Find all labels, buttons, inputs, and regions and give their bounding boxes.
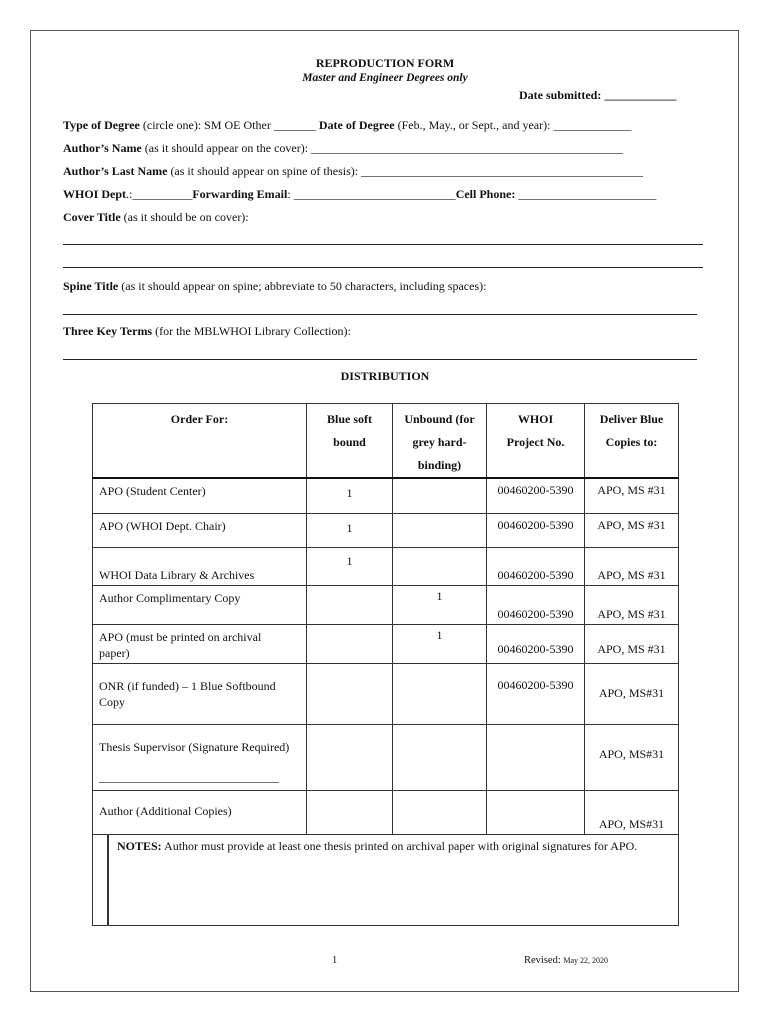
spine-title-rule[interactable] bbox=[63, 314, 697, 315]
row-order: Author Complimentary Copy bbox=[93, 585, 307, 624]
email-field[interactable]: : ___________________________ bbox=[287, 187, 456, 201]
row-project: 00460200-5390 bbox=[487, 585, 585, 624]
degree-note: (circle one): bbox=[139, 118, 202, 132]
spine-title-note: (as it should appear on spine; abbreviate to 50 characters, including spaces): bbox=[118, 279, 487, 293]
author-name-line bbox=[63, 141, 623, 156]
table-row bbox=[93, 547, 679, 585]
form-subtitle: Master and Engineer Degrees only bbox=[302, 72, 468, 84]
row-project: 00460200-5390 bbox=[487, 513, 585, 547]
revised-note bbox=[524, 955, 608, 966]
degree-label: Type of Degree bbox=[63, 118, 140, 132]
table-row bbox=[93, 478, 679, 513]
contact-line bbox=[63, 187, 656, 202]
spine-title-label: Spine Title bbox=[63, 279, 119, 293]
row-deliver: APO, MS #31 bbox=[585, 513, 679, 547]
revised-date: May 22, 2020 bbox=[563, 956, 609, 965]
cover-title-line bbox=[63, 210, 249, 225]
key-terms-note: (for the MBLWHOI Library Collection): bbox=[152, 324, 351, 338]
notes-label: NOTES: bbox=[117, 838, 162, 853]
row-project: 00460200-5390 bbox=[487, 478, 585, 513]
key-terms-label: Three Key Terms bbox=[63, 324, 153, 338]
row-blue[interactable] bbox=[307, 624, 393, 663]
col-header-deliver: Deliver Blue Copies to: bbox=[585, 404, 679, 479]
page-number: 1 bbox=[332, 955, 338, 966]
col-header-unbound: Unbound (for grey hard-binding) bbox=[393, 404, 487, 479]
row-order-supervisor bbox=[93, 724, 307, 790]
table-row bbox=[93, 513, 679, 547]
author-name-label: Author’s Name bbox=[63, 141, 142, 155]
row-unbound[interactable]: 1 bbox=[393, 585, 487, 624]
notes-cell bbox=[93, 834, 679, 925]
date-submitted-field[interactable]: Date submitted: ____________ bbox=[519, 88, 677, 102]
notes-text: Author must provide at least one thesis printed on archival paper with original signatures for APO. bbox=[161, 838, 638, 853]
col-header-blue: Blue soft bound bbox=[307, 404, 393, 479]
row-project bbox=[487, 724, 585, 790]
row-order: APO (must be printed on archival paper) bbox=[93, 624, 307, 663]
row-order: APO (Student Center) bbox=[93, 478, 307, 513]
cover-title-note: (as it should be on cover): bbox=[120, 210, 249, 224]
degree-options[interactable]: SM OE Other _______ bbox=[201, 118, 319, 132]
row-order: WHOI Data Library & Archives bbox=[93, 547, 307, 585]
distribution-table bbox=[92, 403, 679, 926]
row-blue[interactable]: 1 bbox=[307, 478, 393, 513]
row-blue[interactable]: 1 bbox=[307, 547, 393, 585]
row-blue[interactable] bbox=[307, 585, 393, 624]
cover-title-rule-2[interactable] bbox=[63, 267, 703, 268]
table-header-row bbox=[93, 404, 679, 479]
col-header-project: WHOI Project No. bbox=[487, 404, 585, 479]
row-deliver: APO, MS #31 bbox=[585, 547, 679, 585]
degree-line bbox=[63, 118, 631, 133]
row-order: APO (WHOI Dept. Chair) bbox=[93, 513, 307, 547]
row-project: 00460200-5390 bbox=[487, 547, 585, 585]
cell-label: Cell Phone: bbox=[455, 187, 516, 201]
form-title: REPRODUCTION FORM bbox=[315, 56, 455, 70]
row-order: ONR (if funded) – 1 Blue Softbound Copy bbox=[93, 663, 307, 724]
key-terms-line bbox=[63, 324, 351, 339]
row-deliver: APO, MS#31 bbox=[585, 790, 679, 834]
whoi-dept-label: WHOI Dept bbox=[63, 187, 126, 201]
row-deliver: APO, MS #31 bbox=[585, 624, 679, 663]
table-row bbox=[93, 790, 679, 834]
row-blue[interactable] bbox=[307, 724, 393, 790]
revised-label: Revised: bbox=[524, 955, 564, 966]
author-name-field[interactable]: (as it should appear on the cover): ____________________________________________________ bbox=[141, 141, 624, 155]
cover-title-label: Cover Title bbox=[63, 210, 121, 224]
table-row bbox=[93, 585, 679, 624]
row-blue[interactable] bbox=[307, 663, 393, 724]
signature-line[interactable]: ______________________________ bbox=[99, 769, 279, 784]
row-unbound[interactable] bbox=[393, 547, 487, 585]
notes-box bbox=[107, 835, 678, 925]
spine-title-line bbox=[63, 279, 486, 294]
row-deliver: APO, MS #31 bbox=[585, 585, 679, 624]
table-row bbox=[93, 663, 679, 724]
whoi-dept-field[interactable]: .:__________ bbox=[126, 187, 193, 201]
email-label: Forwarding Email bbox=[192, 187, 288, 201]
row-project: 00460200-5390 bbox=[487, 624, 585, 663]
row-unbound[interactable] bbox=[393, 663, 487, 724]
date-degree-field[interactable]: (Feb., May., or Sept., and year): _____________ bbox=[394, 118, 632, 132]
cover-title-rule-1[interactable] bbox=[63, 244, 703, 245]
author-last-field[interactable]: (as it should appear on spine of thesis): _______________________________________________ bbox=[167, 164, 644, 178]
row-unbound[interactable] bbox=[393, 478, 487, 513]
notes-row bbox=[93, 834, 679, 925]
table-row bbox=[93, 624, 679, 663]
row-deliver: APO, MS#31 bbox=[585, 724, 679, 790]
author-last-label: Author’s Last Name bbox=[63, 164, 168, 178]
cell-field[interactable]: _______________________ bbox=[515, 187, 657, 201]
row-blue[interactable] bbox=[307, 790, 393, 834]
author-last-line bbox=[63, 164, 643, 179]
key-terms-rule[interactable] bbox=[63, 359, 697, 360]
distribution-heading: DISTRIBUTION bbox=[340, 369, 430, 383]
row-project bbox=[487, 790, 585, 834]
table-row bbox=[93, 724, 679, 790]
row-unbound[interactable]: 1 bbox=[393, 624, 487, 663]
row-order: Author (Additional Copies) bbox=[93, 790, 307, 834]
row-deliver: APO, MS #31 bbox=[585, 478, 679, 513]
row-deliver: APO, MS#31 bbox=[585, 663, 679, 724]
col-header-order: Order For: bbox=[93, 404, 307, 479]
date-degree-label: Date of Degree bbox=[318, 118, 395, 132]
row-unbound[interactable] bbox=[393, 724, 487, 790]
row-unbound[interactable] bbox=[393, 513, 487, 547]
row-project: 00460200-5390 bbox=[487, 663, 585, 724]
row-blue[interactable]: 1 bbox=[307, 513, 393, 547]
row-order: Thesis Supervisor (Signature Required) bbox=[99, 739, 290, 754]
row-unbound[interactable] bbox=[393, 790, 487, 834]
